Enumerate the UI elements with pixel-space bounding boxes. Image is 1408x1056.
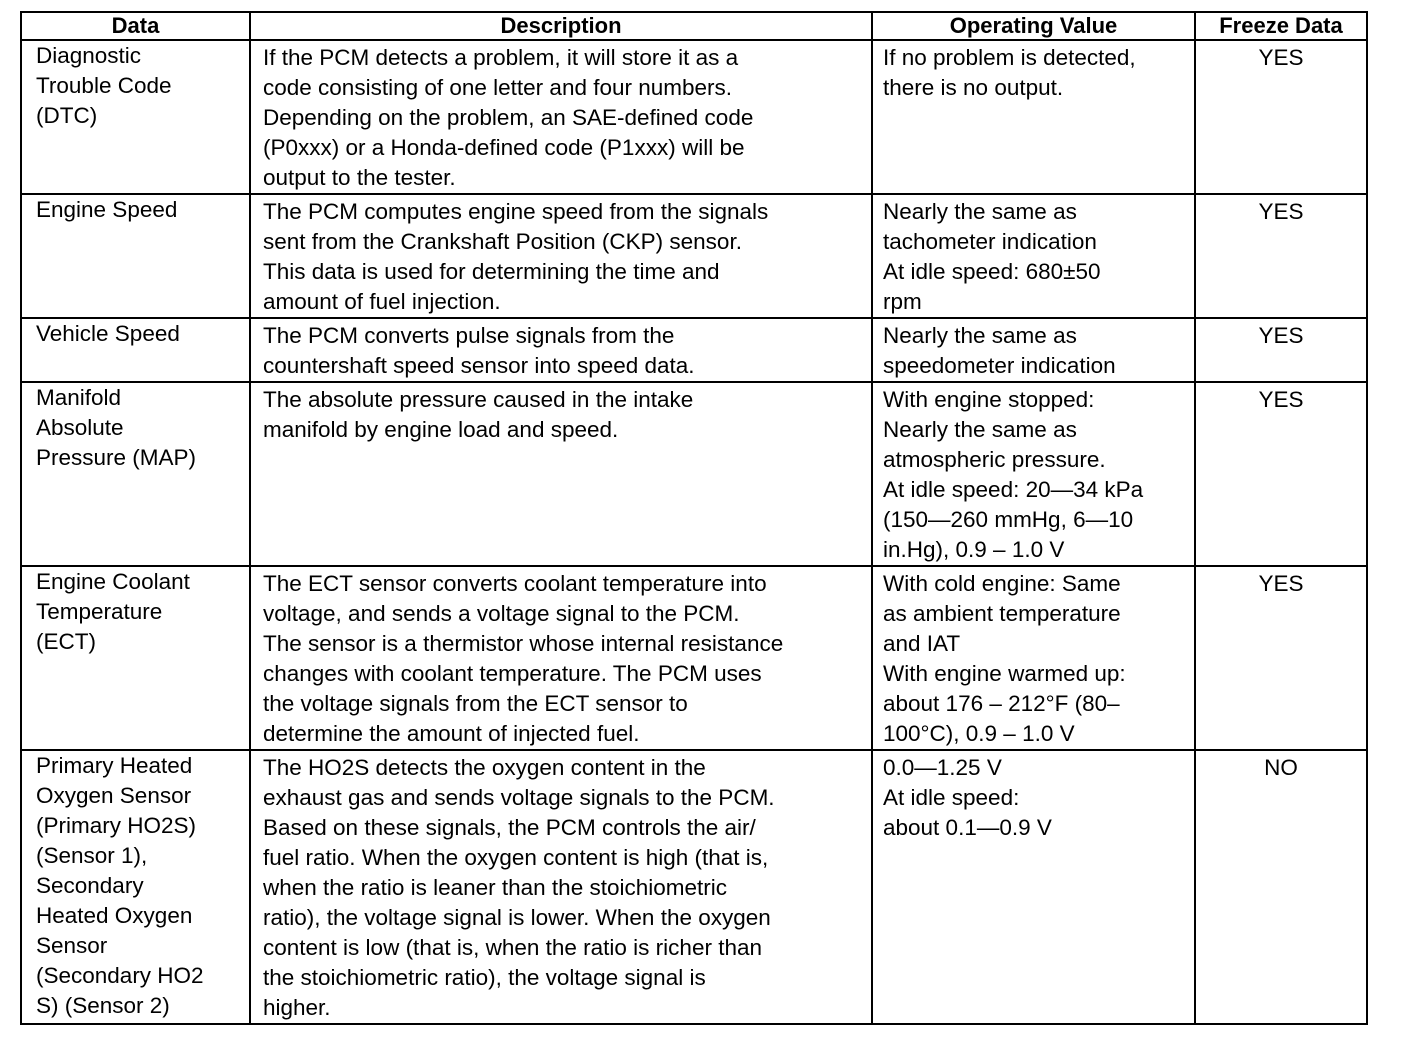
header-freeze-data: Freeze Data — [1195, 12, 1367, 40]
operating-value-line: as ambient temperature — [883, 601, 1121, 626]
table-row — [21, 566, 1367, 750]
header-description: Description — [250, 12, 872, 40]
operating-value-cell — [872, 566, 1195, 750]
description-line: content is low (that is, when the ratio is richer than — [263, 935, 762, 960]
operating-value-line: about 176 – 212°F (80– — [883, 691, 1120, 716]
operating-value-cell — [872, 750, 1195, 1024]
operating-value-cell — [872, 318, 1195, 382]
operating-value-line: With engine warmed up: — [883, 661, 1126, 686]
description-line: exhaust gas and sends voltage signals to the PCM. — [263, 785, 775, 810]
operating-value-line: If no problem is detected, — [883, 45, 1136, 70]
description-line: This data is used for determining the time and — [263, 259, 720, 284]
table-row — [21, 194, 1367, 318]
operating-value-line: Nearly the same as — [883, 199, 1077, 224]
freeze-data-cell: NO — [1195, 750, 1367, 1024]
description-line: code consisting of one letter and four numbers. — [263, 75, 733, 100]
data-line: Temperature — [36, 599, 163, 624]
description-line: The ECT sensor converts coolant temperature into — [263, 571, 767, 596]
data-line: Pressure (MAP) — [36, 445, 197, 470]
operating-value-line: With cold engine: Same — [883, 571, 1121, 596]
description-line: ratio), the voltage signal is lower. When the oxygen — [263, 905, 771, 930]
description-line: The HO2S detects the oxygen content in the — [263, 755, 706, 780]
header-row — [21, 12, 1367, 40]
data-line: Vehicle Speed — [36, 321, 180, 346]
description-line: If the PCM detects a problem, it will store it as a — [263, 45, 739, 70]
description-line: the voltage signals from the ECT sensor to — [263, 691, 688, 716]
data-line: S) (Sensor 2) — [36, 993, 170, 1018]
data-cell — [21, 318, 250, 382]
description-line: manifold by engine load and speed. — [263, 417, 619, 442]
operating-value-line: With engine stopped: — [883, 387, 1095, 412]
data-line: Engine Coolant — [36, 569, 190, 594]
data-line: Diagnostic — [36, 43, 142, 68]
description-cell — [250, 750, 872, 1024]
description-cell — [250, 318, 872, 382]
description-line: when the ratio is leaner than the stoichiometric — [263, 875, 727, 900]
data-line: Primary Heated — [36, 753, 193, 778]
table-row — [21, 40, 1367, 194]
description-line: voltage, and sends a voltage signal to the PCM. — [263, 601, 740, 626]
description-line: determine the amount of injected fuel. — [263, 721, 640, 746]
operating-value-line: (150—260 mmHg, 6—10 — [883, 507, 1134, 532]
freeze-data-cell: YES — [1195, 566, 1367, 750]
description-line: (P0xxx) or a Honda-defined code (P1xxx) will be — [263, 135, 745, 160]
operating-value-line: atmospheric pressure. — [883, 447, 1106, 472]
data-cell — [21, 382, 250, 566]
description-line: countershaft speed sensor into speed data. — [263, 353, 695, 378]
description-line: Based on these signals, the PCM controls the air/ — [263, 815, 756, 840]
table-row — [21, 318, 1367, 382]
description-cell — [250, 194, 872, 318]
data-list-table — [20, 11, 1368, 1025]
operating-value-cell — [872, 382, 1195, 566]
data-cell — [21, 40, 250, 194]
operating-value-line: in.Hg), 0.9 – 1.0 V — [883, 537, 1065, 562]
operating-value-line: 100°C), 0.9 – 1.0 V — [883, 721, 1075, 746]
description-line: fuel ratio. When the oxygen content is high (that is, — [263, 845, 769, 870]
operating-value-cell — [872, 194, 1195, 318]
operating-value-line: tachometer indication — [883, 229, 1097, 254]
operating-value-line: At idle speed: — [883, 785, 1020, 810]
description-line: The absolute pressure caused in the intake — [263, 387, 694, 412]
description-line: changes with coolant temperature. The PCM uses — [263, 661, 762, 686]
description-line: amount of fuel injection. — [263, 289, 501, 314]
operating-value-line: Nearly the same as — [883, 323, 1077, 348]
data-line: Absolute — [36, 415, 124, 440]
header-operating-value: Operating Value — [872, 12, 1195, 40]
data-cell — [21, 566, 250, 750]
description-line: sent from the Crankshaft Position (CKP) sensor. — [263, 229, 742, 254]
data-line: (Secondary HO2 — [36, 963, 204, 988]
freeze-data-cell: YES — [1195, 318, 1367, 382]
freeze-data-cell: YES — [1195, 194, 1367, 318]
data-line: Oxygen Sensor — [36, 783, 192, 808]
data-line: Engine Speed — [36, 197, 178, 222]
description-line: higher. — [263, 995, 331, 1020]
data-line: (DTC) — [36, 103, 98, 128]
data-line: (Sensor 1), — [36, 843, 148, 868]
data-line: (ECT) — [36, 629, 96, 654]
description-line: output to the tester. — [263, 165, 456, 190]
operating-value-line: speedometer indication — [883, 353, 1116, 378]
data-cell — [21, 750, 250, 1024]
description-cell — [250, 566, 872, 750]
description-cell — [250, 40, 872, 194]
operating-value-line: and IAT — [883, 631, 961, 656]
description-line: the stoichiometric ratio), the voltage signal is — [263, 965, 706, 990]
description-line: The PCM converts pulse signals from the — [263, 323, 675, 348]
description-line: Depending on the problem, an SAE-defined code — [263, 105, 754, 130]
operating-value-line: there is no output. — [883, 75, 1064, 100]
operating-value-cell — [872, 40, 1195, 194]
operating-value-line: At idle speed: 680±50 — [883, 259, 1101, 284]
operating-value-line: about 0.1—0.9 V — [883, 815, 1052, 840]
description-line: The PCM computes engine speed from the signals — [263, 199, 769, 224]
description-cell — [250, 382, 872, 566]
operating-value-line: At idle speed: 20—34 kPa — [883, 477, 1144, 502]
data-cell — [21, 194, 250, 318]
description-line: The sensor is a thermistor whose internal resistance — [263, 631, 784, 656]
data-line: Secondary — [36, 873, 144, 898]
operating-value-line: 0.0—1.25 V — [883, 755, 1002, 780]
data-line: Sensor — [36, 933, 108, 958]
data-line: Heated Oxygen — [36, 903, 193, 928]
table-row — [21, 750, 1367, 1024]
data-line: Trouble Code — [36, 73, 172, 98]
data-line: (Primary HO2S) — [36, 813, 197, 838]
table-row — [21, 382, 1367, 566]
header-data: Data — [21, 12, 250, 40]
freeze-data-cell: YES — [1195, 382, 1367, 566]
data-line: Manifold — [36, 385, 122, 410]
operating-value-line: Nearly the same as — [883, 417, 1077, 442]
freeze-data-cell: YES — [1195, 40, 1367, 194]
operating-value-line: rpm — [883, 289, 922, 314]
